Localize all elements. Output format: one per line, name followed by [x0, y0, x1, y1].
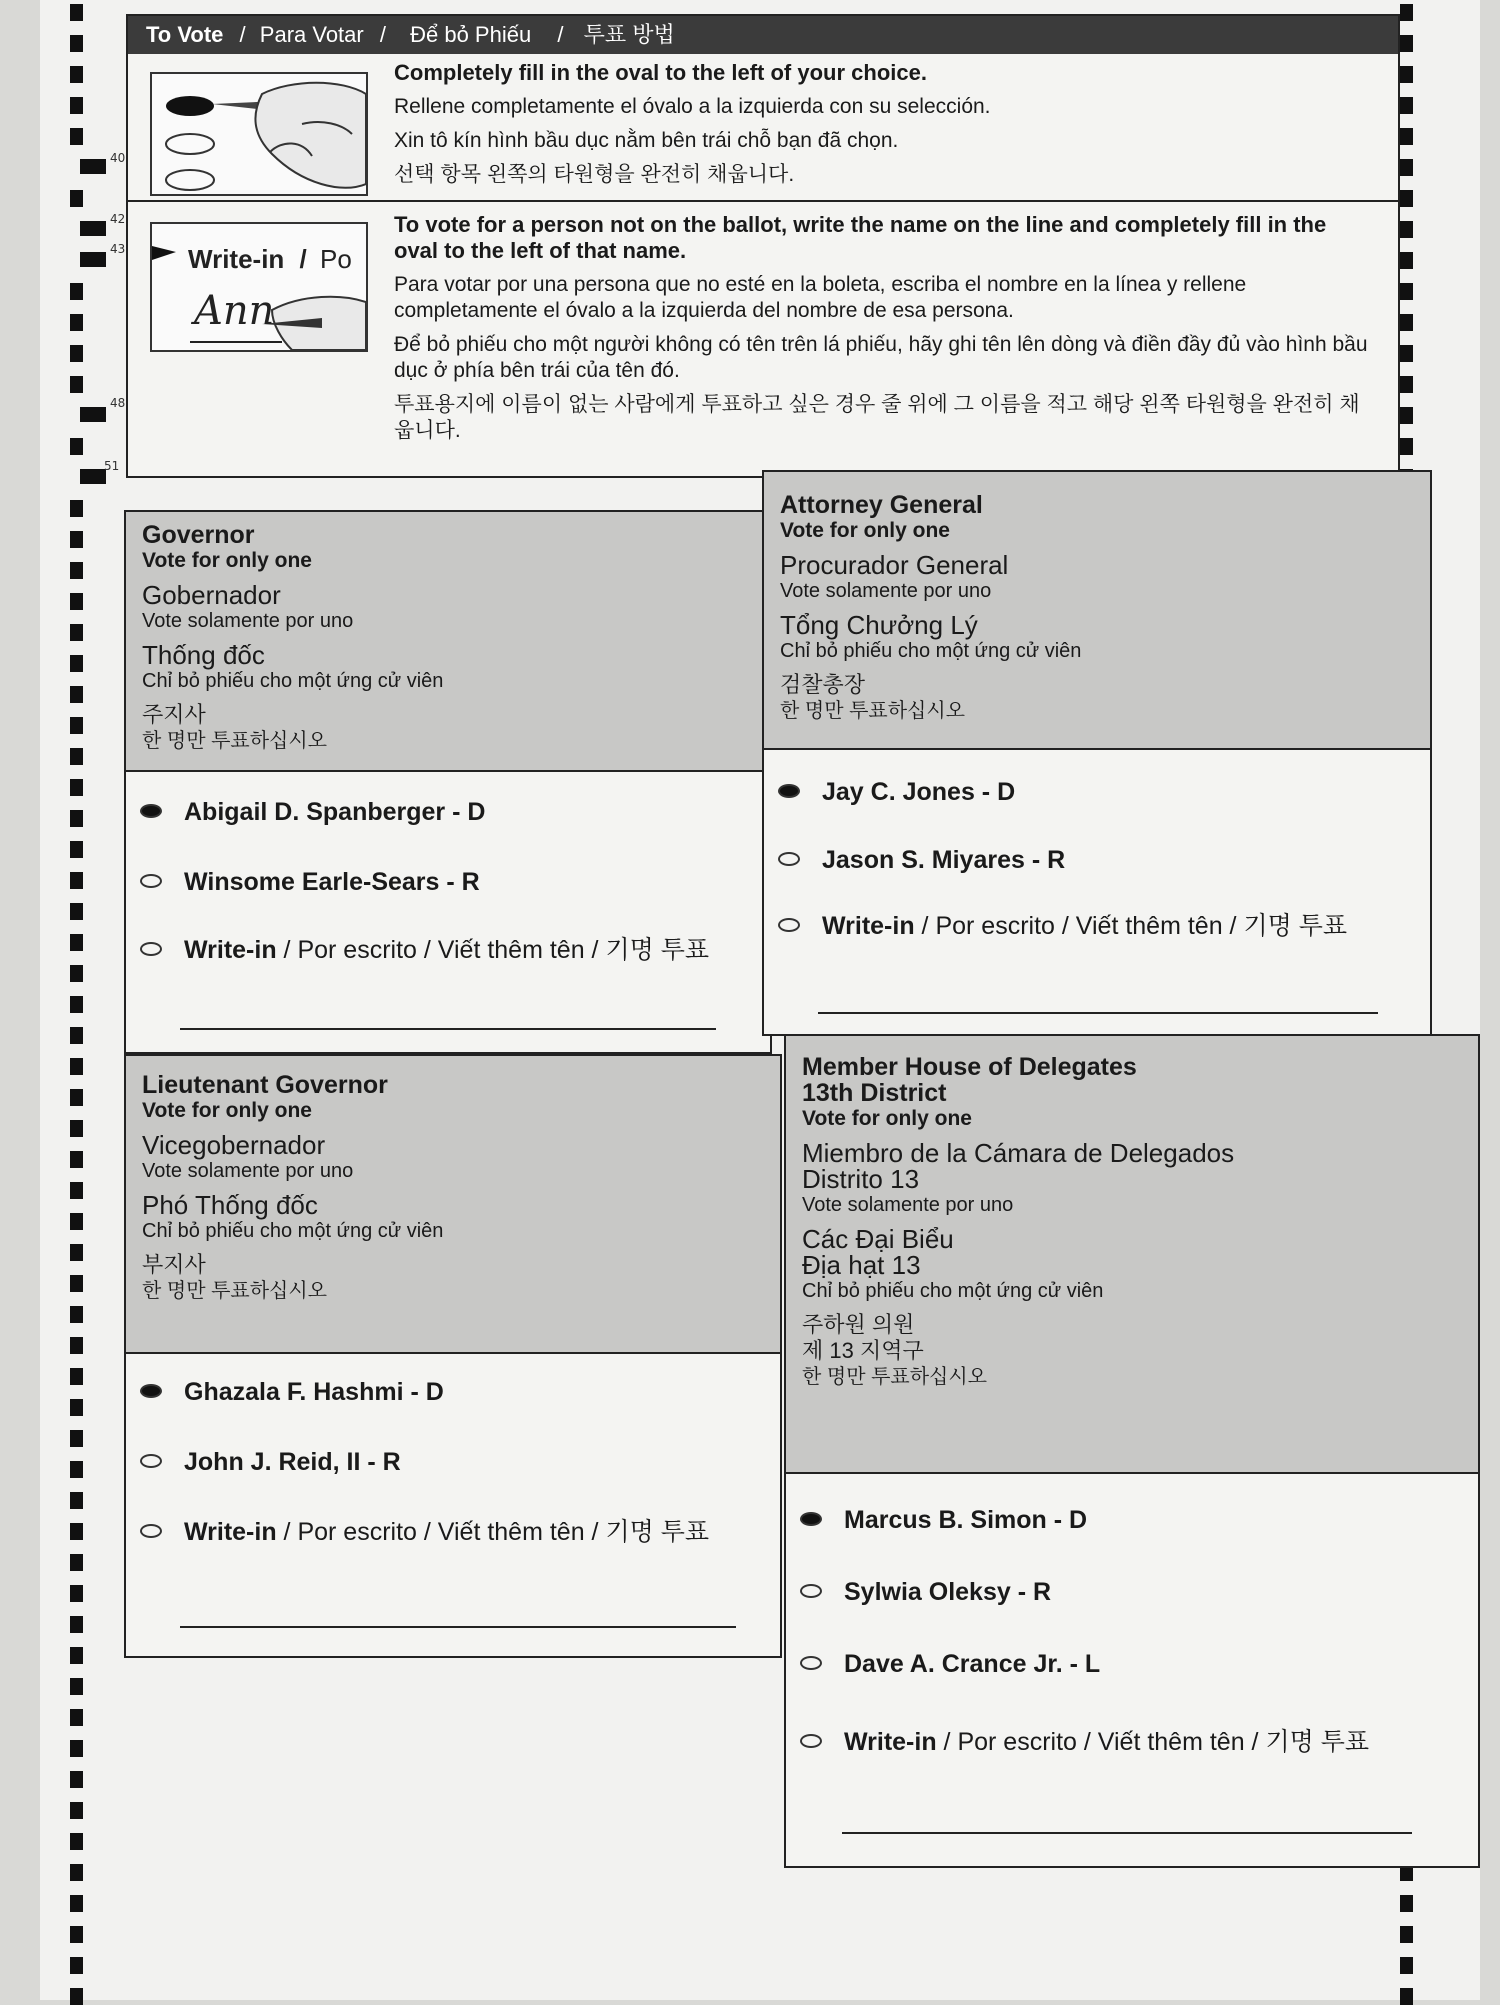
timing-mark: [70, 1988, 83, 2005]
contest-district-vi: Địa hạt 13: [802, 1250, 921, 1280]
timing-mark: [70, 1554, 83, 1571]
writein-cut-text: Po: [320, 244, 352, 274]
timing-mark: [70, 128, 83, 145]
contest-attorney-general: [762, 470, 1432, 1036]
contest-lieutenant-governor: [124, 1054, 782, 1658]
timing-mark: [70, 500, 83, 517]
contest-title-es: Gobernador: [142, 580, 281, 610]
contest-title-es: Miembro de la Cámara de Delegados: [802, 1138, 1235, 1168]
oval-empty-icon[interactable]: [140, 942, 162, 956]
contest-title-ko: 주지사: [142, 702, 206, 727]
timing-mark: [1400, 438, 1413, 455]
candidate-name: Sylwia Oleksy - R: [844, 1578, 1052, 1606]
contest-title-ko: 검찰총장: [780, 672, 866, 697]
fill-oval-illustration: [150, 72, 368, 196]
timing-mark: [1400, 1957, 1413, 1974]
timing-mark: [70, 1089, 83, 1106]
candidate-name: Winsome Earle-Sears - R: [184, 868, 480, 896]
instructions-header: [128, 16, 1398, 54]
timing-mark: [70, 1957, 83, 1974]
timing-mark: [70, 1461, 83, 1478]
writein-illustration: [150, 222, 368, 352]
instructions-box: [126, 14, 1400, 478]
timing-mark: [70, 1275, 83, 1292]
timing-number: 48: [110, 396, 126, 410]
timing-mark: [70, 1771, 83, 1788]
contest-title-ko: 부지사: [142, 1252, 206, 1277]
candidate-option[interactable]: [140, 1448, 401, 1477]
timing-mark: [70, 1616, 83, 1633]
timing-mark: [1400, 190, 1413, 207]
separator: /: [299, 244, 307, 274]
vote-for-es: Vote solamente por uno: [142, 610, 354, 632]
contest-title-vi: Thống đốc: [142, 640, 265, 670]
vote-for-es: Vote solamente por uno: [802, 1194, 1014, 1216]
candidate-option[interactable]: [800, 1506, 1087, 1535]
writein-label-translations: / Por escrito / Viết thêm tên / 기명 투표: [943, 1728, 1369, 1756]
timing-mark: [70, 841, 83, 858]
writein-option[interactable]: [140, 930, 709, 966]
timing-mark: [70, 1120, 83, 1137]
timing-mark: [70, 66, 83, 83]
writein-word: Write-in: [188, 244, 285, 274]
vote-for-ko: 한 명만 투표하십시오: [780, 700, 965, 722]
timing-mark: [70, 1399, 83, 1416]
contest-header: [126, 512, 770, 772]
timing-mark: [70, 97, 83, 114]
timing-mark: [70, 1523, 83, 1540]
timing-mark: [70, 1213, 83, 1230]
timing-mark: [70, 1647, 83, 1664]
oval-empty-icon[interactable]: [800, 1734, 822, 1748]
oval-empty-icon[interactable]: [778, 852, 800, 866]
writein-instructions: [394, 212, 1374, 452]
timing-mark: [80, 221, 106, 236]
vote-for-es: Vote solamente por uno: [780, 580, 992, 602]
writein-line[interactable]: [818, 1012, 1378, 1014]
contest-title-es: Procurador General: [780, 550, 1009, 580]
contest-header: [764, 472, 1430, 750]
contest-district-ko: 제 13 지역구: [802, 1338, 924, 1363]
timing-mark: [70, 1492, 83, 1509]
timing-mark: [70, 717, 83, 734]
contest-title: Governor: [142, 521, 255, 549]
oval-filled-icon[interactable]: [140, 1384, 162, 1398]
timing-mark: [1400, 376, 1413, 393]
candidate-option[interactable]: [140, 868, 480, 897]
timing-mark: [70, 1182, 83, 1199]
fill-instruction-es: Rellene completamente el óvalo a la izquierda con su selección.: [394, 95, 991, 118]
contest-title-es: Vicegobernador: [142, 1130, 326, 1160]
oval-empty-icon[interactable]: [778, 918, 800, 932]
timing-mark: [1400, 128, 1413, 145]
timing-mark: [70, 903, 83, 920]
writein-label: Write-in: [822, 912, 915, 940]
timing-mark: [1400, 314, 1413, 331]
timing-mark: [1400, 97, 1413, 114]
writein-label: Write-in: [184, 1518, 277, 1546]
timing-mark: [1400, 407, 1413, 424]
writein-label-translations: / Por escrito / Viết thêm tên / 기명 투표: [283, 1518, 709, 1546]
writein-line[interactable]: [842, 1832, 1412, 1834]
writein-label: Write-in: [844, 1728, 937, 1756]
timing-mark: [70, 1244, 83, 1261]
vote-for-ko: 한 명만 투표하십시오: [142, 730, 327, 752]
timing-mark: [1400, 1988, 1413, 2005]
timing-mark: [70, 1802, 83, 1819]
candidate-name: Jay C. Jones - D: [822, 778, 1016, 806]
timing-mark: [70, 1151, 83, 1168]
writein-option[interactable]: [140, 1512, 709, 1548]
candidate-name: Abigail D. Spanberger - D: [184, 798, 486, 826]
vote-for-ko: 한 명만 투표하십시오: [142, 1280, 327, 1302]
timing-mark: [70, 1337, 83, 1354]
oval-empty-icon[interactable]: [140, 874, 162, 888]
header-ko: 투표 방법: [583, 22, 675, 47]
timing-mark: [70, 438, 83, 455]
contest-title: Lieutenant Governor: [142, 1071, 388, 1099]
writein-illustration-label: [188, 244, 352, 275]
writein-line[interactable]: [180, 1028, 716, 1030]
timing-mark: [1400, 159, 1413, 176]
timing-mark: [80, 469, 106, 484]
contest-title: Member House of Delegates: [802, 1053, 1137, 1081]
writein-option[interactable]: [778, 906, 1347, 942]
timing-mark: [1400, 1926, 1413, 1943]
oval-filled-icon[interactable]: [800, 1512, 822, 1526]
vote-for: Vote for only one: [142, 1099, 312, 1122]
timing-number: 43: [110, 242, 126, 256]
contest-governor: [124, 510, 772, 1054]
header-en: To Vote: [146, 22, 224, 47]
timing-marks-left: [70, 0, 94, 2000]
timing-mark: [70, 1709, 83, 1726]
timing-mark: [70, 283, 83, 300]
timing-mark: [70, 872, 83, 889]
timing-mark: [70, 655, 83, 672]
timing-mark: [80, 407, 106, 422]
timing-mark: [70, 4, 83, 21]
separator: /: [379, 22, 386, 47]
candidate-name: Ghazala F. Hashmi - D: [184, 1378, 444, 1406]
timing-mark: [70, 593, 83, 610]
candidate-name: Marcus B. Simon - D: [844, 1506, 1088, 1534]
candidate-option[interactable]: [140, 798, 485, 827]
vote-for: Vote for only one: [142, 549, 312, 572]
candidate-option[interactable]: [140, 1378, 444, 1407]
timing-mark: [70, 376, 83, 393]
contest-district-es: Distrito 13: [802, 1164, 920, 1194]
timing-mark: [70, 810, 83, 827]
hand-filling-oval-icon: [152, 74, 366, 194]
fill-instruction-en: Completely fill in the oval to the left of your choice.: [394, 60, 927, 85]
writein-instruction-vi: Để bỏ phiếu cho một người không có tên trên lá phiếu, hãy ghi tên lên dòng và điền đầy đủ vào hình bầu dục ở phía bên trái của tên đó.: [394, 333, 1368, 382]
vote-for: Vote for only one: [780, 519, 950, 542]
fill-instruction-ko: 선택 항목 왼쪽의 타원형을 완전히 채웁니다.: [394, 163, 795, 186]
vote-for: Vote for only one: [802, 1107, 972, 1130]
timing-mark: [70, 748, 83, 765]
candidate-option[interactable]: [800, 1578, 1051, 1607]
timing-mark: [70, 1306, 83, 1323]
oval-empty-icon[interactable]: [140, 1454, 162, 1468]
contest-title-vi: Các Đại Biểu: [802, 1224, 954, 1254]
contest-district: 13th District: [802, 1079, 947, 1107]
vote-for-vi: Chỉ bỏ phiếu cho một ứng cử viên: [142, 670, 444, 692]
candidate-name: Dave A. Crance Jr. - L: [844, 1650, 1101, 1678]
oval-filled-icon[interactable]: [778, 784, 800, 798]
timing-mark: [70, 531, 83, 548]
header-es: Para Votar: [259, 22, 364, 47]
timing-mark: [70, 1368, 83, 1385]
vote-for-vi: Chỉ bỏ phiếu cho một ứng cử viên: [802, 1280, 1104, 1302]
timing-mark: [70, 1678, 83, 1695]
vote-for-vi: Chỉ bỏ phiếu cho một ứng cử viên: [780, 640, 1082, 662]
contest-header: [126, 1056, 780, 1354]
timing-mark: [70, 1926, 83, 1943]
timing-mark: [80, 159, 106, 174]
timing-mark: [70, 965, 83, 982]
writein-instruction-ko: 투표용지에 이름이 없는 사람에게 투표하고 싶은 경우 줄 위에 그 이름을 적고 해당 왼쪽 타원형을 완전히 채웁니다.: [394, 393, 1360, 442]
writein-label: Write-in: [184, 936, 277, 964]
contest-house-of-delegates: [784, 1034, 1480, 1868]
oval-empty-icon[interactable]: [800, 1656, 822, 1670]
writein-instruction-en: To vote for a person not on the ballot, write the name on the line and completely fill in the oval to the left of that name.: [394, 212, 1327, 263]
timing-mark: [1400, 283, 1413, 300]
timing-mark: [1400, 66, 1413, 83]
candidate-option[interactable]: [778, 846, 1065, 875]
contest-title-vi: Phó Thống đốc: [142, 1190, 318, 1220]
timing-mark: [1400, 345, 1413, 362]
timing-mark: [1400, 1895, 1413, 1912]
timing-mark: [70, 934, 83, 951]
separator: /: [557, 22, 564, 47]
vote-for-vi: Chỉ bỏ phiếu cho một ứng cử viên: [142, 1220, 444, 1242]
fill-instruction-vi: Xin tô kín hình bầu dục nằm bên trái chỗ bạn đã chọn.: [394, 129, 899, 152]
timing-mark: [1400, 221, 1413, 238]
candidate-option[interactable]: [778, 778, 1015, 807]
writein-label-translations: / Por escrito / Viết thêm tên / 기명 투표: [921, 912, 1347, 940]
writein-line[interactable]: [180, 1626, 736, 1628]
timing-mark: [1400, 4, 1413, 21]
divider: [128, 200, 1398, 202]
writein-instruction-es: Para votar por una persona que no esté en la boleta, escriba el nombre en la línea y rellene completamente el óvalo a la izquierda del nombre de esa persona.: [394, 273, 1247, 322]
fill-instructions: [394, 60, 1374, 196]
candidate-name: John J. Reid, II - R: [184, 1448, 401, 1476]
timing-mark: [1400, 35, 1413, 52]
contest-title: Attorney General: [780, 491, 983, 519]
contest-header: [786, 1036, 1478, 1474]
timing-number: 42: [110, 212, 126, 226]
vote-for-es: Vote solamente por uno: [142, 1160, 354, 1182]
timing-mark: [70, 1058, 83, 1075]
oval-empty-icon[interactable]: [800, 1584, 822, 1598]
timing-mark: [70, 779, 83, 796]
header-vi: Để bỏ Phiếu: [410, 22, 532, 47]
timing-mark: [70, 1740, 83, 1757]
writein-label-translations: / Por escrito / Viết thêm tên / 기명 투표: [283, 936, 709, 964]
timing-mark: [70, 1833, 83, 1850]
timing-mark: [70, 35, 83, 52]
oval-empty-icon[interactable]: [140, 1524, 162, 1538]
timing-mark: [70, 1864, 83, 1881]
timing-mark: [70, 624, 83, 641]
contest-title-vi: Tổng Chưởng Lý: [780, 610, 978, 640]
timing-number: 40: [110, 151, 126, 165]
writein-option[interactable]: [800, 1722, 1369, 1758]
timing-mark: [70, 562, 83, 579]
timing-mark: [70, 996, 83, 1013]
vote-for-ko: 한 명만 투표하십시오: [802, 1366, 987, 1388]
candidate-option[interactable]: [800, 1650, 1100, 1679]
timing-mark: [80, 252, 106, 267]
timing-mark: [70, 686, 83, 703]
timing-number: 51: [104, 459, 120, 473]
sample-name: Ann: [194, 288, 275, 334]
timing-mark: [70, 1895, 83, 1912]
timing-mark: [1400, 252, 1413, 269]
timing-mark: [70, 1430, 83, 1447]
timing-mark: [70, 1027, 83, 1044]
candidate-name: Jason S. Miyares - R: [822, 846, 1066, 874]
timing-mark: [70, 1585, 83, 1602]
separator: /: [239, 22, 246, 47]
oval-filled-icon[interactable]: [140, 804, 162, 818]
timing-mark: [70, 314, 83, 331]
contest-title-ko: 주하원 의원: [802, 1312, 915, 1337]
timing-mark: [70, 345, 83, 362]
timing-mark: [70, 190, 83, 207]
